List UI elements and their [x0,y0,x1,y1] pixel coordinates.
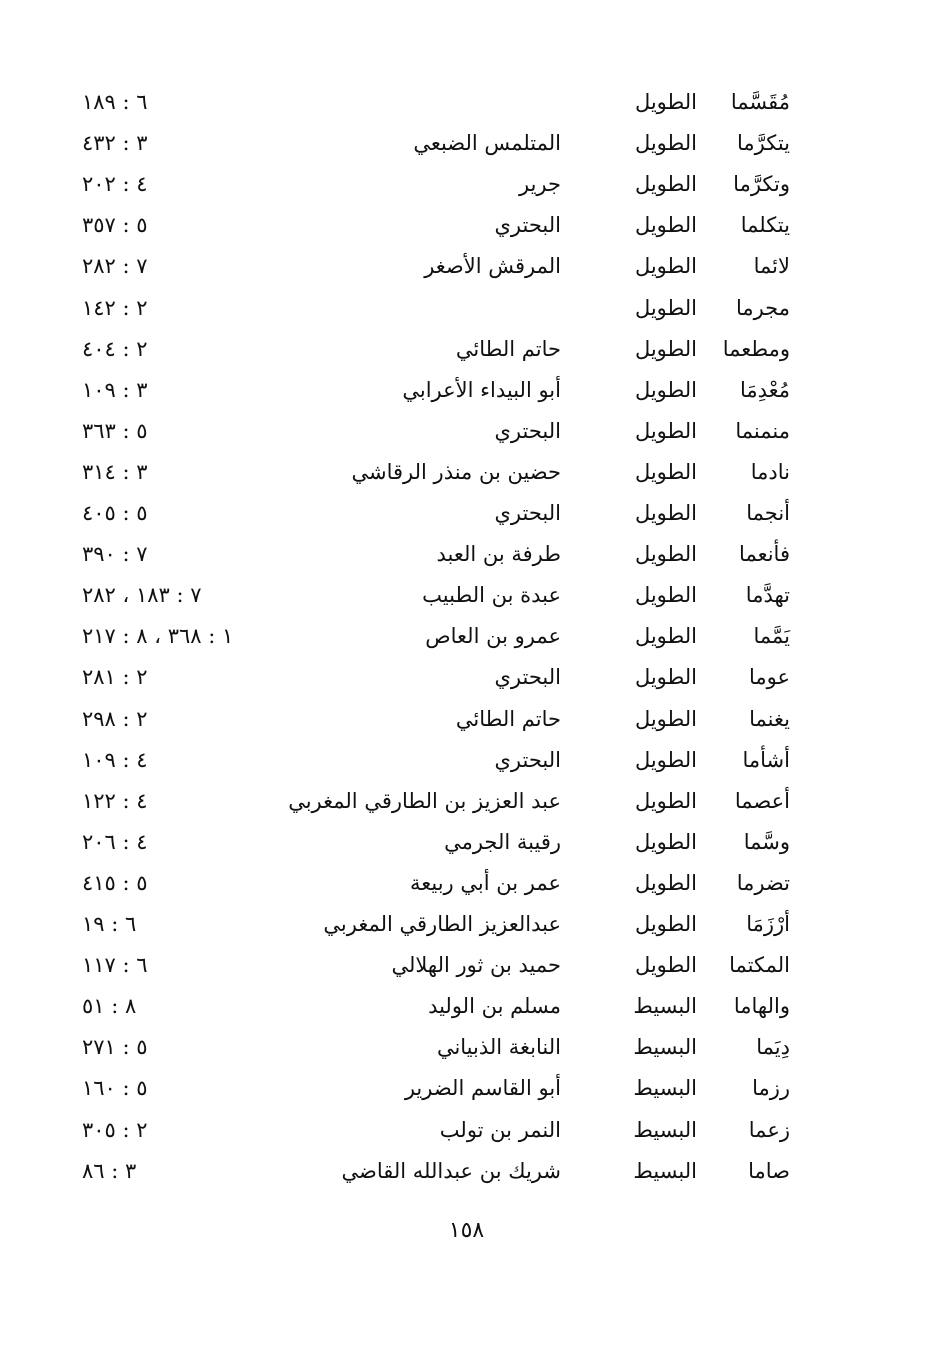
index-row [0,123,933,164]
volume-page-reference: ٧ : ٣٩٠ [82,542,148,567]
volume-page-reference: ٢ : ٢٨١ [82,665,148,690]
poet-name: جرير [519,172,561,197]
poet-name: البحتري [494,747,561,772]
index-row [0,575,933,616]
rhyme-word: يتكلما [740,213,790,238]
index-row [0,904,933,945]
volume-page-reference: ٤ : ١٠٩ [82,747,148,772]
index-row [0,863,933,904]
rhyme-word: وسَّما [743,829,790,854]
poet-name: أبو القاسم الضرير [404,1076,561,1101]
page-number: ١٥٨ [448,1218,485,1243]
poetic-meter: الطويل [634,418,697,443]
poet-name: عبد العزيز بن الطارقي المغربي [288,788,561,813]
poetic-meter: البسيط [633,1158,697,1183]
index-row [0,288,933,329]
poetic-meter: البسيط [633,1076,697,1101]
rhyme-word: عوما [748,665,790,690]
poetic-meter: الطويل [634,788,697,813]
volume-page-reference: ٦ : ١٩ [82,912,137,936]
poetic-meter: الطويل [634,583,697,608]
rhyme-word: أنجما [746,501,790,525]
volume-page-reference: ٣ : ٣١٤ [82,459,148,484]
index-row [0,329,933,370]
poet-name: البحتري [494,213,561,238]
index-row [0,493,933,534]
poet-name: النابغة الذبياني [436,1035,561,1060]
rhyme-word: صاما [748,1158,790,1183]
rhyme-word: رزما [752,1076,790,1101]
rhyme-word: تهدَّما [745,583,790,608]
volume-page-reference: ٢ : ٤٠٤ [82,336,148,361]
volume-page-reference: ٤ : ١٢٢ [82,788,148,813]
rhyme-word: نادما [750,459,790,484]
poetic-meter: الطويل [634,295,697,320]
poet-name: عمرو بن العاص [425,624,561,649]
volume-page-reference: ٥ : ٤٠٥ [82,501,148,525]
poet-name: المتلمس الضبعي [413,131,561,156]
poet-name: مسلم بن الوليد [428,994,561,1019]
poetic-meter: الطويل [634,665,697,690]
rhyme-word: مجرما [735,295,790,320]
poetic-meter: البسيط [633,1117,697,1142]
poet-name: عبدة بن الطبيب [422,583,561,608]
rhyme-word: مُقَسَّما [730,90,790,114]
rhyme-word: وتكرَّما [733,172,790,197]
volume-page-reference: ٢ : ٣٠٥ [82,1117,148,1142]
poet-name: رقيبة الجرمي [444,829,561,854]
volume-page-reference: ٥ : ٣٦٣ [82,418,148,443]
poetic-meter: الطويل [634,336,697,361]
rhyme-word: دِيَما [756,1035,790,1060]
rhyme-word: أعصما [734,788,790,813]
rhyme-word: منمنما [735,418,790,443]
poet-name: عمر بن أبي ربيعة [409,870,561,895]
volume-page-reference: ٤ : ٢٠٢ [82,172,148,197]
rhyme-word: ومطعما [722,336,790,361]
index-row [0,205,933,246]
index-row [0,164,933,205]
poetic-meter: الطويل [634,706,697,731]
volume-page-reference: ٨ : ٥١ [82,994,137,1019]
poet-name: شريك بن عبدالله القاضي [341,1158,561,1183]
volume-page-reference: ٥ : ٢٧١ [82,1035,148,1060]
index-row [0,616,933,657]
rhyme-word: لائما [753,254,790,279]
volume-page-reference: ٣ : ١٠٩ [82,377,148,402]
index-row [0,82,933,123]
poetic-meter: البسيط [633,1035,697,1060]
poet-name: طرفة بن العبد [436,542,561,567]
volume-page-reference: ٤ : ٢٠٦ [82,829,148,854]
volume-page-reference: ١ : ٣٦٨ ، ٨ : ٢١٧ [82,624,234,649]
poet-name: حميد بن ثور الهلالي [391,953,561,978]
poet-name: البحتري [494,418,561,443]
index-row [0,945,933,986]
poetic-meter: الطويل [634,870,697,895]
poetic-meter: البسيط [633,994,697,1019]
index-row [0,657,933,698]
index-row [0,740,933,781]
poet-name: أبو البيداء الأعرابي [402,377,561,402]
poetic-meter: الطويل [634,953,697,978]
rhyme-word: أرْزَمَا [746,912,790,936]
poet-name: عبدالعزيز الطارقي المغربي [323,912,561,936]
rhyme-word: يتكرَّما [736,131,790,156]
rhyme-word: فأنعما [739,542,790,567]
index-row [0,781,933,822]
index-row [0,452,933,493]
rhyme-word: مُعْدِمَا [739,377,790,402]
rhyme-word: أشأما [742,747,790,772]
poetic-meter: الطويل [634,172,697,197]
rhyme-word: والهاما [733,994,790,1019]
poet-name: النمر بن تولب [439,1117,561,1142]
poet-name: حاتم الطائي [455,336,561,361]
volume-page-reference: ٣ : ٤٣٢ [82,131,148,156]
index-row [0,1027,933,1068]
poetic-meter: الطويل [634,459,697,484]
poetic-meter: الطويل [634,829,697,854]
index-row [0,411,933,452]
poetic-meter: الطويل [634,542,697,567]
index-row [0,534,933,575]
poetic-meter: الطويل [634,912,697,936]
poetic-meter: الطويل [634,501,697,525]
volume-page-reference: ٧ : ٢٨٢ [82,254,148,279]
rhyme-word: المكتما [729,953,790,978]
poet-name: البحتري [494,501,561,525]
poetic-meter: الطويل [634,90,697,114]
volume-page-reference: ٣ : ٨٦ [82,1158,137,1183]
rhyme-word: تضرما [736,870,790,895]
rhyme-word: يَمَّما [753,624,790,649]
volume-page-reference: ٥ : ٤١٥ [82,870,148,895]
poetic-meter: الطويل [634,624,697,649]
index-row [0,986,933,1027]
index-row [0,1110,933,1151]
poet-name: حضين بن منذر الرقاشي [351,459,561,484]
rhyme-word: يغنما [749,706,790,731]
index-row [0,1151,933,1192]
volume-page-reference: ٦ : ١٨٩ [82,90,148,114]
volume-page-reference: ٢ : ٢٩٨ [82,706,148,731]
index-row [0,1068,933,1109]
volume-page-reference: ٥ : ٣٥٧ [82,213,148,238]
poetic-meter: الطويل [634,254,697,279]
poetic-meter: الطويل [634,131,697,156]
volume-page-reference: ٦ : ١١٧ [82,953,148,978]
index-row [0,822,933,863]
poet-name: حاتم الطائي [455,706,561,731]
poet-name: البحتري [494,665,561,690]
rhyme-word: زعما [748,1117,790,1142]
poetic-meter: الطويل [634,213,697,238]
index-row [0,246,933,287]
index-row [0,699,933,740]
poetic-meter: الطويل [634,377,697,402]
index-row [0,370,933,411]
volume-page-reference: ٥ : ١٦٠ [82,1076,148,1101]
volume-page-reference: ٢ : ١٤٢ [82,295,148,320]
volume-page-reference: ٧ : ١٨٣ ، ٢٨٢ [82,583,202,608]
poetic-meter: الطويل [634,747,697,772]
poet-name: المرقش الأصغر [424,254,561,279]
